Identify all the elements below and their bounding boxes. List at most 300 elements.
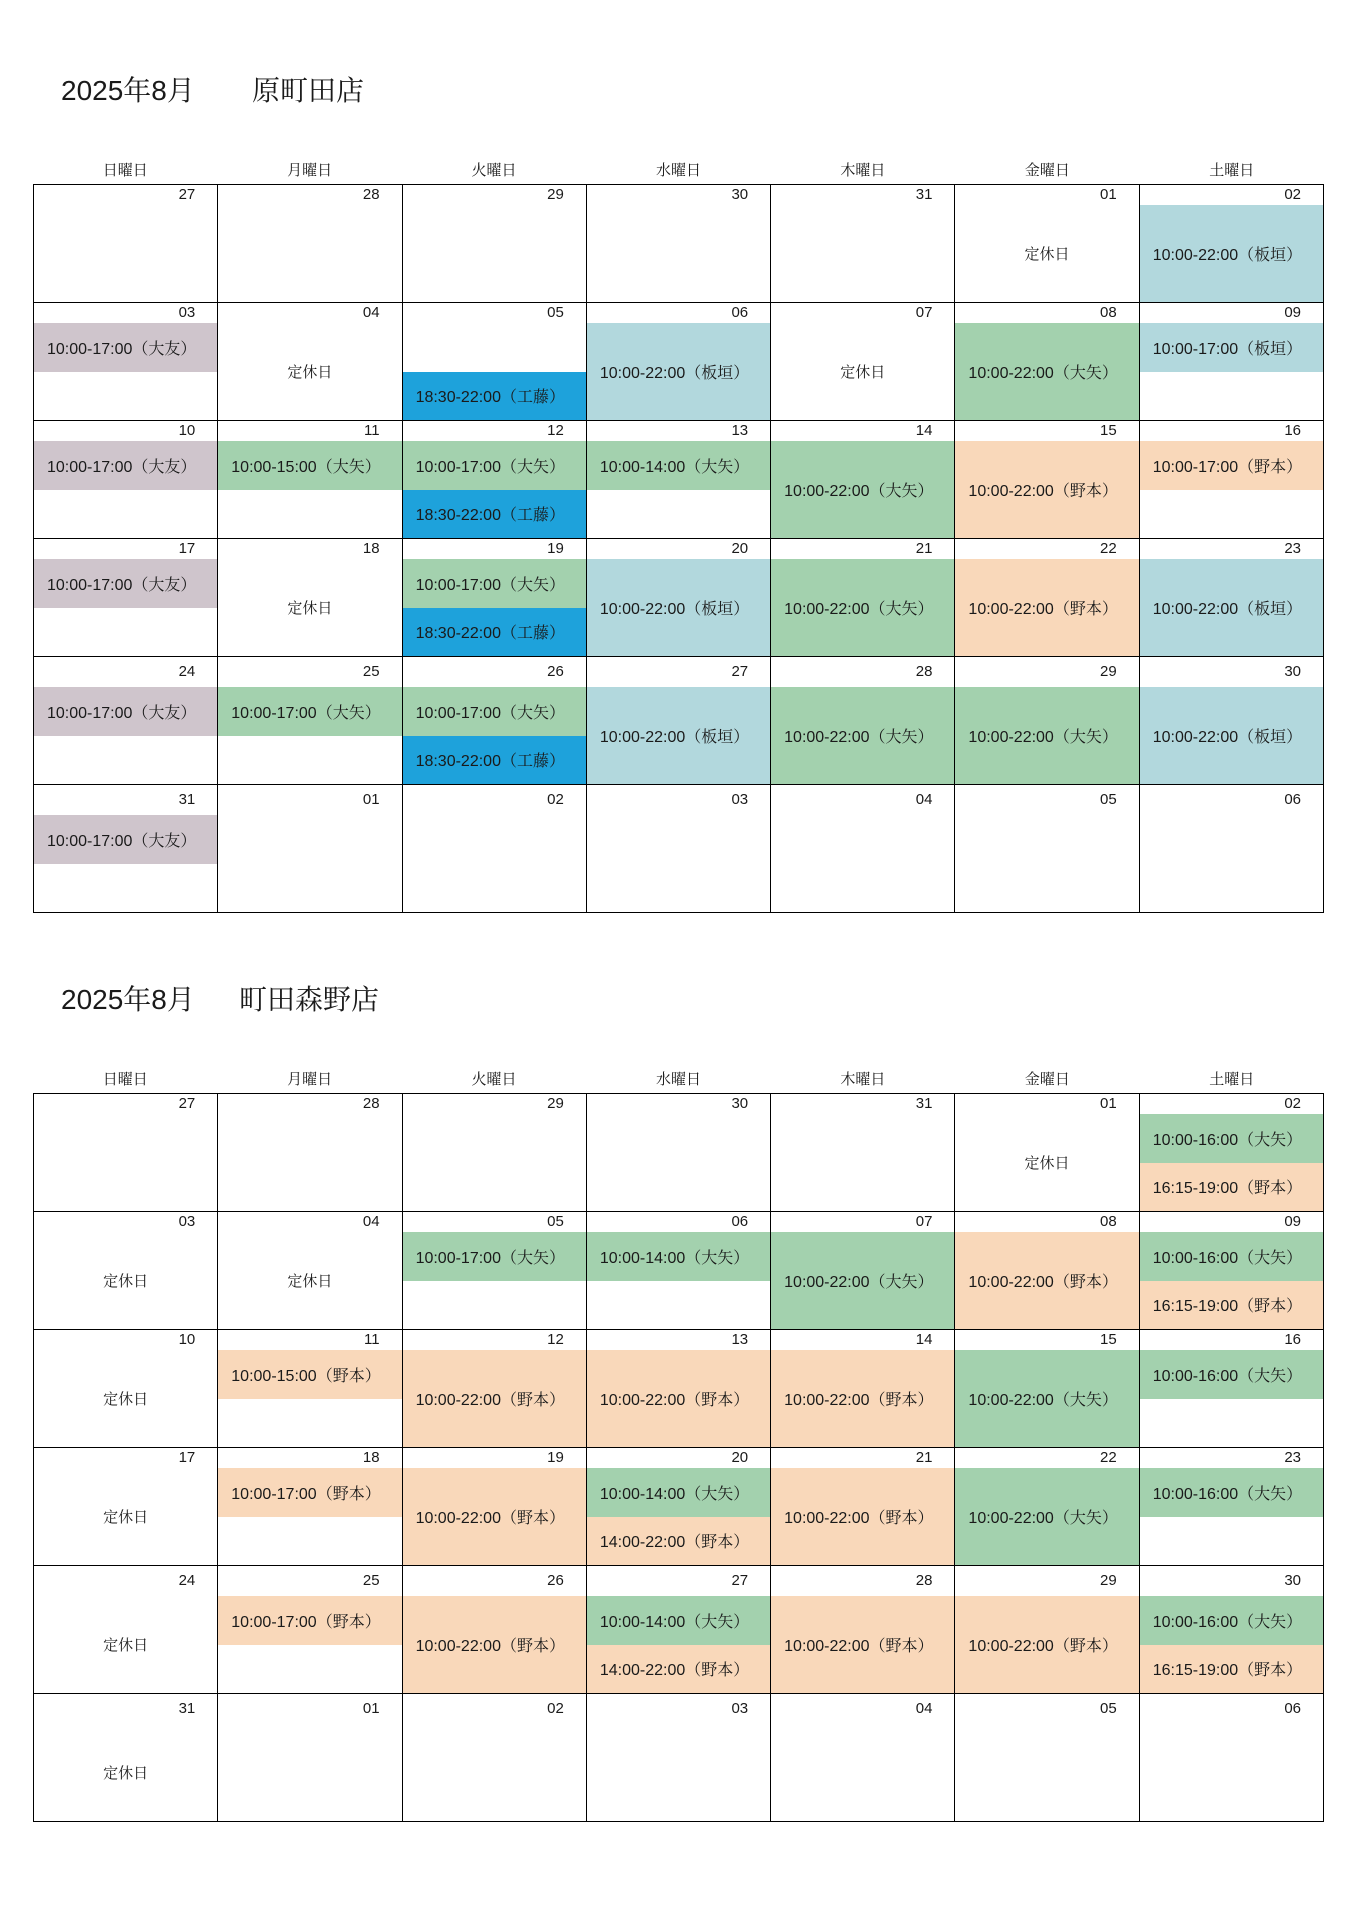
shift-text: 10:00-15:00（大矢） <box>231 458 381 476</box>
day-body <box>218 1596 401 1693</box>
day-body <box>403 1724 586 1821</box>
shift-text: 10:00-22:00（板垣） <box>1152 247 1303 264</box>
shift-text: 10:00-14:00（大矢） <box>599 1249 750 1267</box>
day-cell <box>403 421 587 539</box>
shift-block <box>771 687 954 784</box>
date-number: 24 <box>178 1572 196 1589</box>
day-cell <box>34 539 218 657</box>
day-body <box>34 205 217 302</box>
shift-text: 10:00-22:00（板垣） <box>599 601 750 618</box>
date-number: 20 <box>731 1449 749 1466</box>
day-cell <box>1140 657 1324 785</box>
date-number: 04 <box>362 1213 380 1230</box>
date-number: 01 <box>1100 186 1117 203</box>
date-number: 05 <box>1100 1700 1117 1717</box>
day-cell <box>218 1566 402 1694</box>
date-number: 13 <box>731 422 749 439</box>
shift-block <box>1140 1163 1323 1212</box>
day-body <box>955 1114 1138 1211</box>
shift-block <box>587 559 770 656</box>
shift-block <box>34 559 217 608</box>
day-body <box>955 1350 1138 1447</box>
day-body <box>771 323 954 420</box>
day-cell <box>955 1330 1139 1448</box>
weekday-header: 火曜日 <box>471 162 517 179</box>
shift-text: 10:00-22:00（野本） <box>415 1510 565 1527</box>
day-cell <box>218 1694 402 1822</box>
date-number: 24 <box>178 663 196 680</box>
day-cell <box>771 1694 955 1822</box>
day-cell <box>1140 303 1324 421</box>
date-number: 19 <box>547 540 564 557</box>
date-number: 27 <box>178 1095 196 1112</box>
day-cell <box>955 539 1139 657</box>
date-number: 31 <box>915 1095 933 1112</box>
date-number: 14 <box>915 422 933 439</box>
shift-text: 10:00-22:00（板垣） <box>1152 601 1303 618</box>
day-body <box>34 559 217 656</box>
shift-block <box>1140 559 1323 656</box>
day-cell <box>1140 539 1324 657</box>
day-body <box>1140 441 1323 538</box>
day-cell <box>587 539 771 657</box>
day-cell <box>34 785 218 913</box>
date-number: 12 <box>547 422 564 439</box>
day-cell <box>403 785 587 913</box>
shift-block <box>587 441 770 490</box>
day-body <box>403 1596 586 1693</box>
shift-text: 10:00-16:00（大矢） <box>1152 1613 1303 1631</box>
date-number: 17 <box>178 540 196 557</box>
day-cell <box>218 657 402 785</box>
weekday-header-row <box>33 158 1324 184</box>
day-body <box>771 815 954 912</box>
day-cell <box>403 1094 587 1212</box>
shift-text: 10:00-22:00（大矢） <box>968 1392 1118 1409</box>
day-cell <box>34 657 218 785</box>
shift-text: 10:00-16:00（大矢） <box>1152 1131 1303 1149</box>
day-cell <box>771 1448 955 1566</box>
day-body <box>1140 815 1323 912</box>
shift-block <box>955 441 1138 538</box>
shift-text: 10:00-22:00（野本） <box>415 1638 565 1655</box>
day-cell <box>771 1212 955 1330</box>
day-body <box>771 687 954 784</box>
shift-text: 10:00-17:00（大友） <box>47 576 197 594</box>
shift-block <box>771 1468 954 1565</box>
weekday-header: 土曜日 <box>1209 1071 1255 1088</box>
shift-block <box>955 687 1138 784</box>
date-number: 18 <box>362 540 380 557</box>
date-number: 06 <box>731 304 749 321</box>
shift-block <box>587 1350 770 1447</box>
week-row <box>34 185 1324 303</box>
day-cell <box>1140 1694 1324 1822</box>
date-number: 02 <box>547 791 564 808</box>
day-cell <box>1140 185 1324 303</box>
closed-day-label: 定休日 <box>1024 1155 1070 1172</box>
shift-text: 10:00-22:00（野本） <box>415 1392 565 1409</box>
day-body <box>34 1232 217 1329</box>
day-body <box>955 559 1138 656</box>
day-cell <box>1140 1448 1324 1566</box>
weekday-header: 火曜日 <box>471 1071 517 1088</box>
date-number: 28 <box>915 1572 933 1589</box>
shift-block <box>771 559 954 656</box>
weekday-header: 金曜日 <box>1024 1071 1070 1088</box>
day-cell <box>218 539 402 657</box>
day-body <box>1140 205 1323 302</box>
day-body <box>771 1724 954 1821</box>
date-number: 29 <box>547 1095 564 1112</box>
day-body <box>34 1350 217 1447</box>
date-number: 21 <box>915 1449 933 1466</box>
date-number: 04 <box>915 1700 933 1717</box>
day-body <box>955 323 1138 420</box>
shift-block <box>403 736 586 785</box>
calendar-grid <box>33 184 1324 913</box>
day-cell <box>587 1448 771 1566</box>
day-cell <box>34 1330 218 1448</box>
shift-block <box>771 441 954 538</box>
date-number: 02 <box>547 1700 564 1717</box>
day-body <box>218 205 401 302</box>
shift-block <box>955 1468 1138 1565</box>
shift-text: 18:30-22:00（工藤） <box>415 753 565 771</box>
day-cell <box>955 185 1139 303</box>
day-cell <box>771 1566 955 1694</box>
date-number: 27 <box>731 663 749 680</box>
day-body <box>587 815 770 912</box>
date-number: 06 <box>1284 1700 1301 1717</box>
shift-block <box>771 1350 954 1447</box>
day-cell <box>34 1566 218 1694</box>
shift-block <box>403 490 586 539</box>
shift-block <box>1140 1350 1323 1399</box>
day-body <box>771 1350 954 1447</box>
date-number: 14 <box>915 1331 933 1348</box>
day-body <box>955 1596 1138 1693</box>
day-cell <box>955 1694 1139 1822</box>
day-cell <box>587 421 771 539</box>
day-cell <box>218 1094 402 1212</box>
day-body <box>218 815 401 912</box>
date-number: 01 <box>1100 1095 1117 1112</box>
day-cell <box>403 1212 587 1330</box>
day-cell <box>403 185 587 303</box>
day-body <box>771 205 954 302</box>
date-number: 02 <box>1284 186 1301 203</box>
shift-block <box>403 372 586 421</box>
day-cell <box>403 303 587 421</box>
shift-text: 10:00-22:00（野本） <box>968 483 1118 500</box>
day-cell <box>218 421 402 539</box>
day-body <box>587 205 770 302</box>
closed-day-label: 定休日 <box>287 1273 333 1290</box>
date-number: 11 <box>363 1331 380 1348</box>
day-body <box>955 1724 1138 1821</box>
shift-block <box>587 1468 770 1517</box>
day-body <box>587 1350 770 1447</box>
day-body <box>955 687 1138 784</box>
date-number: 29 <box>1100 1572 1117 1589</box>
day-body <box>218 1232 401 1329</box>
day-body <box>403 323 586 420</box>
date-number: 28 <box>362 1095 380 1112</box>
date-number: 13 <box>731 1331 749 1348</box>
date-number: 31 <box>178 1700 196 1717</box>
week-row <box>34 421 1324 539</box>
shift-block <box>403 1596 586 1693</box>
day-body <box>34 1724 217 1821</box>
shift-block <box>587 1517 770 1566</box>
date-number: 29 <box>1100 663 1117 680</box>
shift-block <box>587 323 770 420</box>
day-cell <box>587 1212 771 1330</box>
calendar-month-label: 2025年8月 <box>61 75 195 106</box>
date-number: 10 <box>178 422 196 439</box>
date-number: 05 <box>547 304 564 321</box>
date-number: 07 <box>915 1213 933 1230</box>
day-body <box>34 1114 217 1211</box>
shift-text: 10:00-22:00（大矢） <box>968 729 1118 746</box>
shift-text: 10:00-17:00（野本） <box>1152 458 1303 476</box>
calendar-section <box>33 983 1324 1823</box>
day-cell <box>34 303 218 421</box>
date-number: 09 <box>1284 1213 1301 1230</box>
day-cell <box>587 1094 771 1212</box>
date-number: 22 <box>1100 540 1117 557</box>
day-body <box>587 441 770 538</box>
date-number: 30 <box>731 186 749 203</box>
shift-text: 10:00-17:00（大矢） <box>415 704 565 722</box>
day-cell <box>771 785 955 913</box>
day-cell <box>218 1448 402 1566</box>
day-body <box>955 205 1138 302</box>
date-number: 23 <box>1284 540 1301 557</box>
shift-text: 10:00-16:00（大矢） <box>1152 1485 1303 1503</box>
week-row <box>34 1330 1324 1448</box>
date-number: 05 <box>547 1213 564 1230</box>
shift-text: 10:00-22:00（野本） <box>599 1392 750 1409</box>
shift-text: 10:00-22:00（野本） <box>784 1392 934 1409</box>
date-number: 21 <box>915 540 933 557</box>
weekday-header: 水曜日 <box>655 1071 701 1088</box>
weekday-header: 日曜日 <box>102 162 148 179</box>
date-number: 29 <box>547 186 564 203</box>
shift-text: 10:00-17:00（大矢） <box>231 704 381 722</box>
day-body <box>587 1724 770 1821</box>
shift-text: 10:00-22:00（野本） <box>968 1638 1118 1655</box>
shift-block <box>1140 205 1323 302</box>
date-number: 27 <box>178 186 196 203</box>
day-body <box>218 1724 401 1821</box>
shift-block <box>955 323 1138 420</box>
shift-text: 10:00-22:00（大矢） <box>784 483 934 500</box>
day-body <box>218 687 401 784</box>
day-body <box>1140 1350 1323 1447</box>
date-number: 12 <box>547 1331 564 1348</box>
date-number: 01 <box>362 1700 380 1717</box>
shift-text: 10:00-22:00（大矢） <box>784 1274 934 1291</box>
day-cell <box>403 657 587 785</box>
date-number: 30 <box>1284 1572 1301 1589</box>
shift-block <box>587 1645 770 1694</box>
shift-block <box>587 1596 770 1645</box>
day-cell <box>34 1694 218 1822</box>
day-cell <box>587 785 771 913</box>
shift-block <box>403 1350 586 1447</box>
date-number: 23 <box>1284 1449 1301 1466</box>
day-body <box>587 1232 770 1329</box>
day-body <box>403 205 586 302</box>
shift-text: 10:00-15:00（野本） <box>231 1367 381 1385</box>
date-number: 19 <box>547 1449 564 1466</box>
closed-day-label: 定休日 <box>103 1391 149 1408</box>
date-number: 20 <box>731 540 749 557</box>
week-row <box>34 1694 1324 1822</box>
shift-block <box>771 1596 954 1693</box>
day-cell <box>955 421 1139 539</box>
weekday-header: 木曜日 <box>840 162 886 179</box>
day-body <box>1140 1114 1323 1211</box>
shift-block <box>1140 1232 1323 1281</box>
week-row <box>34 1566 1324 1694</box>
date-number: 28 <box>915 663 933 680</box>
date-number: 05 <box>1100 791 1117 808</box>
date-number: 04 <box>915 791 933 808</box>
shift-text: 16:15-19:00（野本） <box>1152 1662 1303 1680</box>
day-body <box>771 1596 954 1693</box>
shift-block <box>34 441 217 490</box>
day-body <box>34 687 217 784</box>
day-body <box>771 559 954 656</box>
day-cell <box>34 1212 218 1330</box>
date-number: 06 <box>731 1213 749 1230</box>
shift-block <box>403 1468 586 1565</box>
day-cell <box>771 1094 955 1212</box>
shift-block <box>218 1350 401 1399</box>
shift-block <box>955 559 1138 656</box>
day-cell <box>771 1330 955 1448</box>
date-number: 30 <box>1284 663 1301 680</box>
weekday-header: 木曜日 <box>840 1071 886 1088</box>
day-cell <box>218 185 402 303</box>
day-cell <box>955 785 1139 913</box>
date-number: 30 <box>731 1095 749 1112</box>
calendar-title <box>33 983 1324 1017</box>
day-cell <box>1140 785 1324 913</box>
day-cell <box>587 1330 771 1448</box>
day-cell <box>1140 421 1324 539</box>
shift-block <box>955 1350 1138 1447</box>
shift-block <box>955 1596 1138 1693</box>
week-row <box>34 539 1324 657</box>
day-cell <box>218 785 402 913</box>
day-cell <box>34 421 218 539</box>
date-number: 16 <box>1284 422 1301 439</box>
day-body <box>587 1114 770 1211</box>
date-number: 11 <box>363 422 380 439</box>
day-cell <box>587 1694 771 1822</box>
shift-block <box>34 815 217 864</box>
shift-text: 10:00-22:00（野本） <box>784 1638 934 1655</box>
date-number: 16 <box>1284 1331 1301 1348</box>
day-body <box>403 1350 586 1447</box>
date-number: 18 <box>362 1449 380 1466</box>
calendar-title <box>33 74 1324 108</box>
day-body <box>1140 323 1323 420</box>
day-body <box>587 559 770 656</box>
date-number: 09 <box>1284 304 1301 321</box>
day-body <box>1140 687 1323 784</box>
shift-text: 10:00-17:00（大矢） <box>415 458 565 476</box>
day-body <box>403 687 586 784</box>
day-body <box>1140 1596 1323 1693</box>
shift-block <box>1140 1596 1323 1645</box>
weekday-header: 日曜日 <box>102 1071 148 1088</box>
day-cell <box>1140 1212 1324 1330</box>
shift-text: 10:00-17:00（大友） <box>47 458 197 476</box>
closed-day-label: 定休日 <box>103 1637 149 1654</box>
day-body <box>34 441 217 538</box>
date-number: 08 <box>1100 304 1117 321</box>
date-number: 26 <box>547 663 564 680</box>
shift-text: 10:00-22:00（野本） <box>968 1274 1118 1291</box>
date-number: 04 <box>362 304 380 321</box>
date-number: 10 <box>178 1331 196 1348</box>
day-body <box>771 1468 954 1565</box>
day-body <box>218 1350 401 1447</box>
date-number: 15 <box>1100 1331 1117 1348</box>
day-cell <box>771 185 955 303</box>
shift-text: 10:00-22:00（板垣） <box>1152 729 1303 746</box>
date-number: 03 <box>178 304 196 321</box>
date-number: 31 <box>915 186 933 203</box>
shift-text: 10:00-14:00（大矢） <box>599 458 750 476</box>
day-cell <box>1140 1094 1324 1212</box>
shift-text: 10:00-22:00（大矢） <box>784 601 934 618</box>
shift-block <box>218 687 401 736</box>
closed-day-label: 定休日 <box>287 364 333 381</box>
date-number: 01 <box>362 791 380 808</box>
day-body <box>587 1596 770 1693</box>
shift-block <box>403 687 586 736</box>
shift-block <box>218 1596 401 1645</box>
day-body <box>218 1114 401 1211</box>
day-body <box>403 1232 586 1329</box>
store-name: 原町田店 <box>252 75 365 106</box>
shift-block <box>771 1232 954 1329</box>
shift-text: 10:00-17:00（野本） <box>231 1485 381 1503</box>
date-number: 25 <box>362 663 380 680</box>
date-number: 15 <box>1100 422 1117 439</box>
week-row <box>34 1212 1324 1330</box>
day-cell <box>403 1566 587 1694</box>
shift-text: 10:00-14:00（大矢） <box>599 1485 750 1503</box>
date-number: 27 <box>731 1572 749 1589</box>
day-body <box>955 1468 1138 1565</box>
date-number: 03 <box>731 1700 749 1717</box>
shift-text: 10:00-22:00（野本） <box>968 601 1118 618</box>
day-body <box>1140 559 1323 656</box>
date-number: 06 <box>1284 791 1301 808</box>
day-body <box>34 815 217 912</box>
day-cell <box>403 1330 587 1448</box>
day-body <box>587 1468 770 1565</box>
shift-text: 10:00-17:00（大友） <box>47 832 197 850</box>
day-cell <box>771 421 955 539</box>
